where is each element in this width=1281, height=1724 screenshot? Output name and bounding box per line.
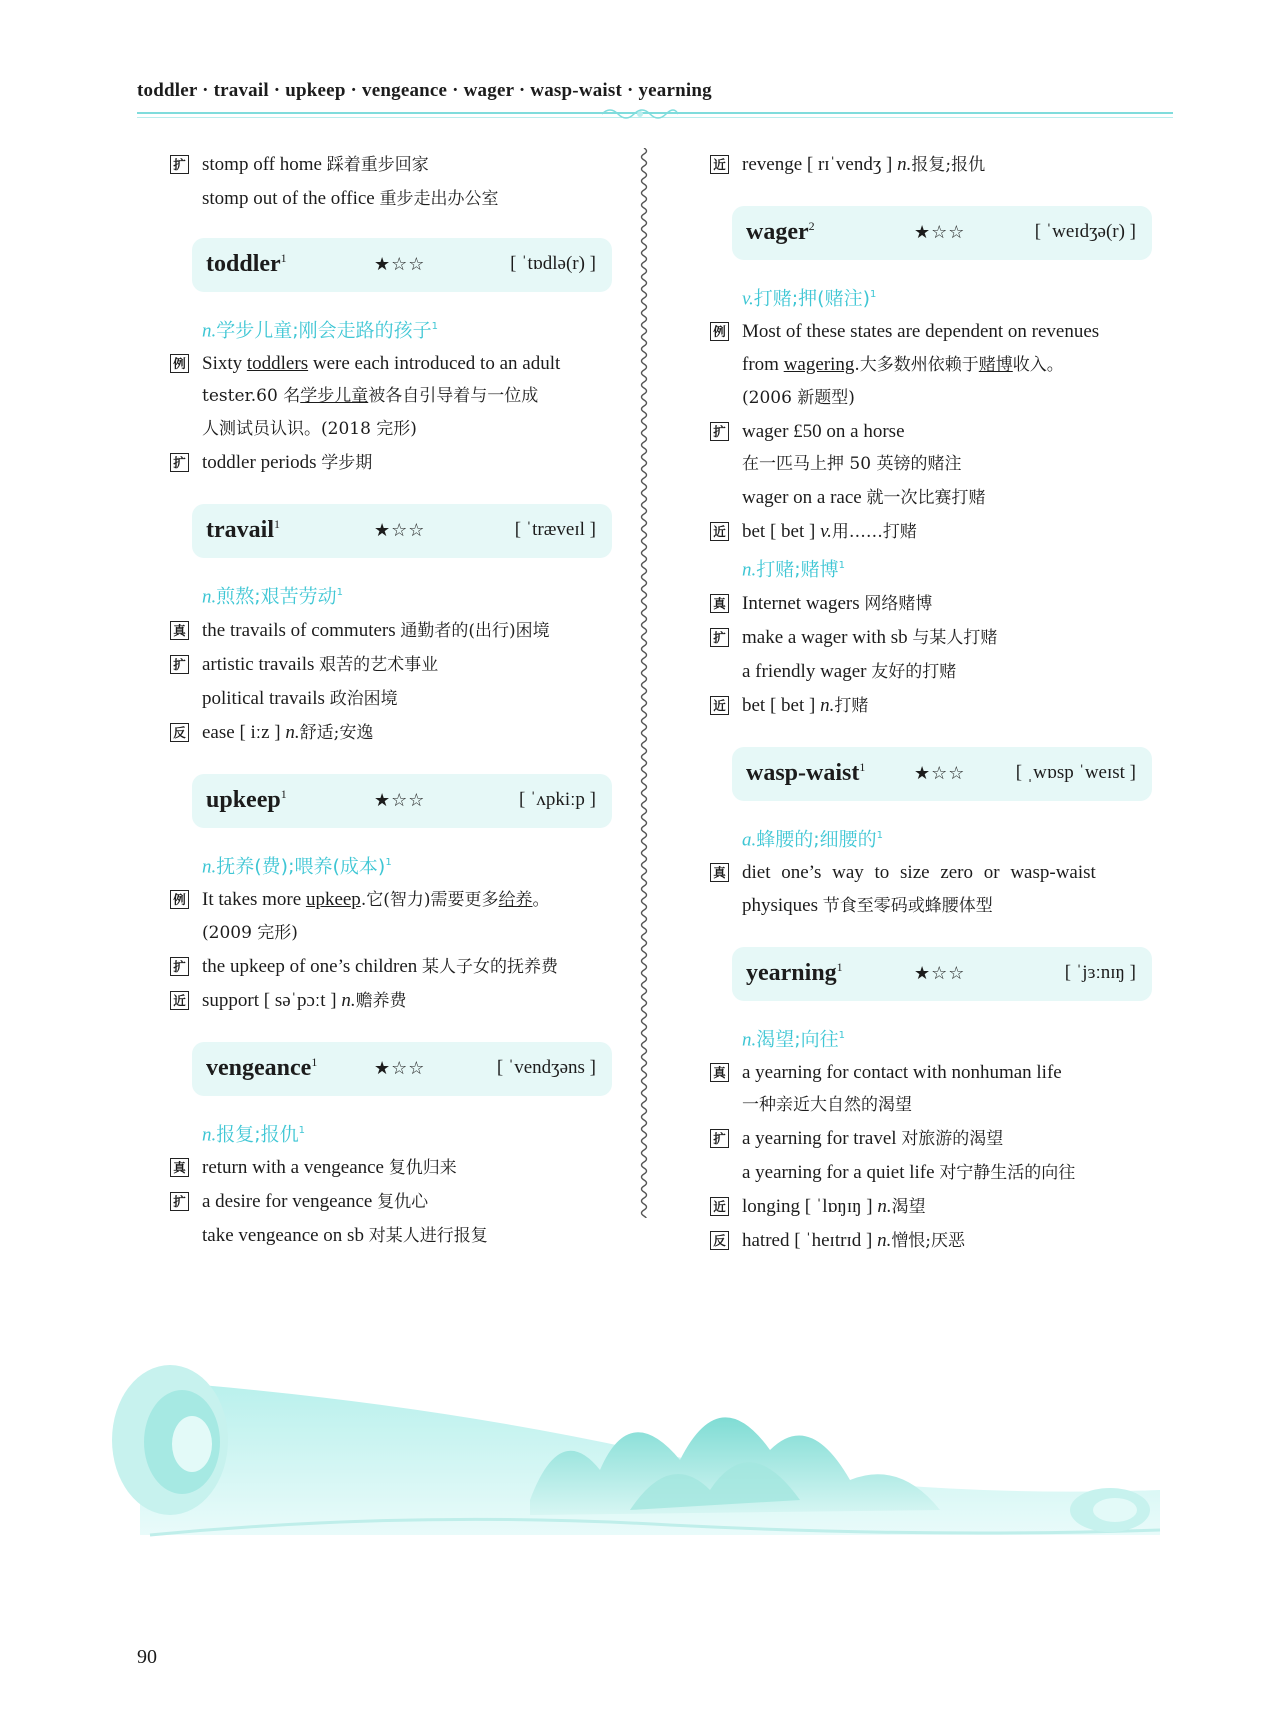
ext-line: 扩 make a wager with sb 与某人打赌 bbox=[710, 621, 1160, 655]
headword: toddler$^1$ bbox=[206, 251, 287, 277]
star-rating: ★☆☆ bbox=[374, 254, 426, 275]
running-header: toddler · travail · upkeep · vengeance · wager · wasp-waist · yearning bbox=[137, 80, 712, 101]
right-column bbox=[710, 148, 1160, 1258]
ext-line: 扩 toddler periods 学步期 bbox=[170, 446, 620, 480]
header-ornament-icon bbox=[600, 104, 680, 124]
syn-tag-icon: 近 bbox=[710, 1197, 729, 1216]
ext-line-cont: a yearning for a quiet life 对宁静生活的向往 bbox=[742, 1162, 1076, 1184]
syn-line: 近 bet [ bet ] v.用……打赌 bbox=[710, 515, 1160, 549]
ext-line-cont: political travails 政治困境 bbox=[202, 687, 398, 709]
definition: n.报复;报仇$^1$ bbox=[202, 1123, 306, 1146]
star-rating: ★☆☆ bbox=[374, 520, 426, 542]
ext-tag-icon: 扩 bbox=[710, 422, 729, 441]
example-line-cont: (2009 完形) bbox=[202, 922, 298, 943]
real-tag-icon: 真 bbox=[710, 594, 729, 613]
example-tag-icon: 例 bbox=[170, 354, 189, 373]
real-line: 真 a yearning for contact with nonhuman life bbox=[710, 1056, 1160, 1089]
entry-card-yearning bbox=[732, 947, 1152, 1001]
entry-card-vengeance bbox=[192, 1042, 612, 1096]
ext-line-cont: take vengeance on sb 对某人进行报复 bbox=[202, 1225, 488, 1247]
real-line: 真 diet one’s way to size zero or wasp-waist bbox=[710, 856, 1160, 889]
definition: n.抚养(费);喂养(成本)$^1$ bbox=[202, 854, 392, 877]
phonetic: [ ˌwɒsp ˈweɪst ] bbox=[1015, 761, 1136, 783]
definition: n.煎熬;艰苦劳动$^1$ bbox=[202, 585, 344, 608]
ext-line: 扩 a desire for vengeance 复仇心 bbox=[170, 1185, 620, 1219]
ant-line: 反 hatred [ ˈheɪtrɪd ] n.憎恨;厌恶 bbox=[710, 1224, 1160, 1258]
entry-card-wager bbox=[732, 206, 1152, 260]
example-line-cont: 人测试员认识。(2018 完形) bbox=[202, 419, 417, 440]
definition: n.渴望;向往$^1$ bbox=[742, 1028, 846, 1051]
real-line-cont: 一种亲近大自然的渴望 bbox=[742, 1095, 912, 1116]
syn-tag-icon: 近 bbox=[710, 522, 729, 541]
syn-line: 近 longing [ ˈlɒŋɪŋ ] n.渴望 bbox=[710, 1190, 1160, 1224]
real-tag-icon: 真 bbox=[710, 1063, 729, 1082]
headword: wager$^2$ bbox=[746, 219, 815, 245]
definition: a.蜂腰的;细腰的$^1$ bbox=[742, 827, 884, 850]
definition: n.打赌;赌博$^1$ bbox=[742, 558, 846, 581]
example-line: 例 Sixty toddlers were each introduced to an adult bbox=[170, 347, 620, 380]
example-line: 例 Most of these states are dependent on revenues bbox=[710, 315, 1160, 348]
ext-line-cont: wager on a race 就一次比赛打赌 bbox=[742, 487, 986, 509]
headword: vengeance$^1$ bbox=[206, 1054, 318, 1081]
real-line-cont: physiques 节食至零码或蜂腰体型 bbox=[742, 894, 993, 916]
page-number: 90 bbox=[137, 1646, 157, 1668]
ant-tag-icon: 反 bbox=[710, 1231, 729, 1250]
real-tag-icon: 真 bbox=[170, 1158, 189, 1177]
example-tag-icon: 例 bbox=[710, 322, 729, 341]
star-rating: ★☆☆ bbox=[914, 762, 966, 784]
syn-line: 近 revenge [ rɪˈvendʒ ] n.报复;报仇 bbox=[710, 148, 1160, 182]
entry-card-wasp-waist bbox=[732, 747, 1152, 801]
column-divider-chain bbox=[638, 148, 650, 1218]
syn-tag-icon: 近 bbox=[710, 155, 729, 174]
ant-tag-icon: 反 bbox=[170, 723, 189, 742]
ext-tag-icon: 扩 bbox=[170, 957, 189, 976]
headword: yearning$^1$ bbox=[746, 959, 843, 986]
example-line-cont: from wagering.大多数州依赖于赌博收入。 bbox=[742, 354, 1064, 376]
syn-line: 近 bet [ bet ] n.打赌 bbox=[710, 689, 1160, 723]
example-tag-icon: 例 bbox=[170, 890, 189, 909]
headword: travail$^1$ bbox=[206, 517, 280, 544]
ext-line-cont: 在一匹马上押 50 英镑的赌注 bbox=[742, 454, 962, 475]
ext-line: 扩 a yearning for travel 对旅游的渴望 bbox=[710, 1122, 1160, 1156]
entry-card-toddler bbox=[192, 238, 612, 292]
definition: v.打赌;押(赌注)$^1$ bbox=[742, 287, 877, 310]
star-rating: ★☆☆ bbox=[374, 789, 426, 811]
syn-tag-icon: 近 bbox=[710, 696, 729, 715]
phonetic: [ ˈtræveɪl ] bbox=[514, 519, 596, 541]
ext-tag-icon: 扩 bbox=[170, 655, 189, 674]
phonetic: [ ˈjɜːnɪŋ ] bbox=[1064, 961, 1136, 983]
ext-line: 扩 artistic travails 艰苦的艺术事业 bbox=[170, 648, 620, 682]
ant-line: 反 ease [ iːz ] n.舒适;安逸 bbox=[170, 716, 620, 750]
entry-card-travail bbox=[192, 504, 612, 558]
phonetic: [ ˈweɪdʒə(r) ] bbox=[1034, 221, 1136, 242]
real-tag-icon: 真 bbox=[710, 863, 729, 882]
ext-line-cont: a friendly wager 友好的打赌 bbox=[742, 660, 957, 682]
ext-tag-icon: 扩 bbox=[710, 628, 729, 647]
ext-tag-icon: 扩 bbox=[170, 1192, 189, 1211]
left-column bbox=[170, 148, 620, 1253]
phonetic: [ ˈtɒdlə(r) ] bbox=[510, 253, 596, 274]
entry-card-upkeep bbox=[192, 774, 612, 828]
ext-tag-icon: 扩 bbox=[170, 453, 189, 472]
ext-line-cont: stomp out of the office 重步走出办公室 bbox=[202, 188, 499, 209]
scroll-landscape-illustration bbox=[110, 1340, 1170, 1540]
star-rating: ★☆☆ bbox=[914, 222, 966, 243]
ext-line: 扩 stomp off home 踩着重步回家 bbox=[170, 148, 620, 182]
ext-line: 扩 the upkeep of one’s children 某人子女的抚养费 bbox=[170, 950, 620, 984]
syn-tag-icon: 近 bbox=[170, 991, 189, 1010]
ext-tag-icon: 扩 bbox=[170, 155, 189, 174]
example-line-cont: tester.60 名学步儿童被各自引导着与一位成 bbox=[202, 386, 539, 407]
star-rating: ★☆☆ bbox=[914, 962, 966, 984]
headword: wasp-waist$^1$ bbox=[746, 759, 866, 786]
star-rating: ★☆☆ bbox=[374, 1057, 426, 1079]
phonetic: [ ˈʌpkiːp ] bbox=[518, 788, 596, 810]
real-tag-icon: 真 bbox=[170, 621, 189, 640]
example-line: 例 It takes more upkeep.它(智力)需要更多给养。 bbox=[170, 883, 620, 917]
ext-line: 扩 wager £50 on a horse bbox=[710, 415, 1160, 448]
headword: upkeep$^1$ bbox=[206, 786, 287, 813]
ext-tag-icon: 扩 bbox=[710, 1129, 729, 1148]
phonetic: [ ˈvendʒəns ] bbox=[496, 1056, 596, 1078]
syn-line: 近 support [ səˈpɔːt ] n.赡养费 bbox=[170, 984, 620, 1018]
definition: n.学步儿童;刚会走路的孩子$^1$ bbox=[202, 319, 439, 342]
real-line: 真 Internet wagers 网络赌博 bbox=[710, 587, 1160, 621]
real-line: 真 return with a vengeance 复仇归来 bbox=[170, 1151, 620, 1185]
example-line-cont: (2006 新题型) bbox=[742, 388, 855, 409]
real-line: 真 the travails of commuters 通勤者的(出行)困境 bbox=[170, 614, 620, 648]
